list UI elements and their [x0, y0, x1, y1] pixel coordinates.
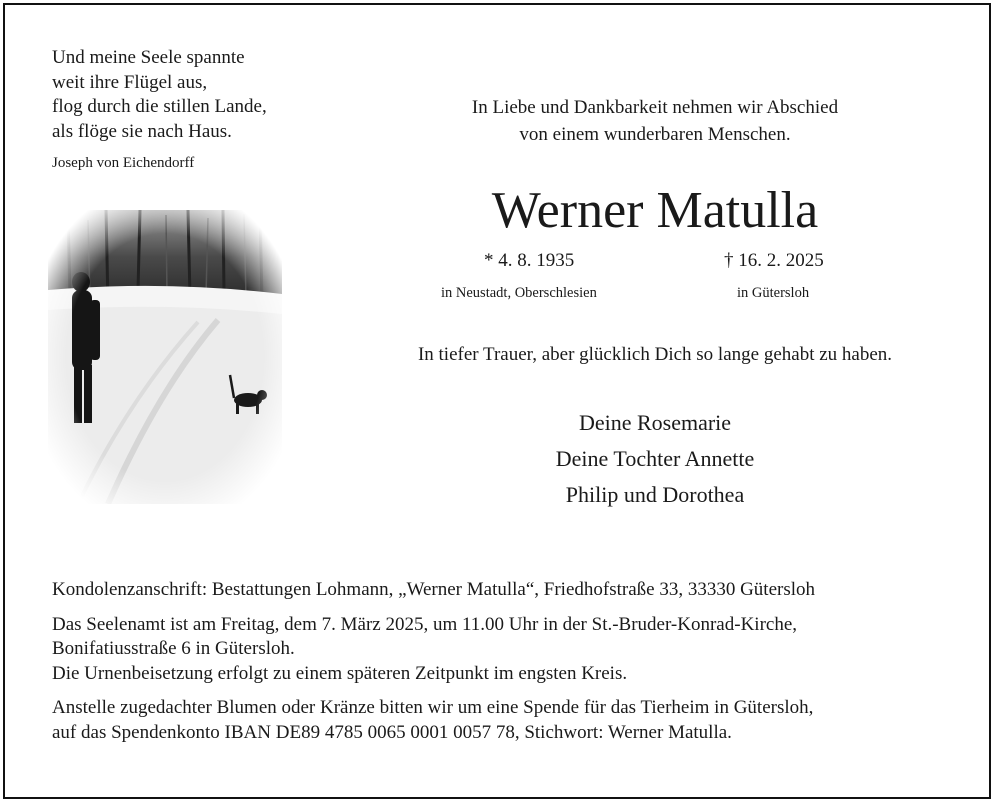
mourning-text: In tiefer Trauer, aber glücklich Dich so lange gehabt zu haben. [417, 344, 893, 365]
family-list [400, 405, 910, 513]
poem-line: flog durch die stillen Lande, [52, 96, 267, 117]
condolence-address [52, 578, 972, 603]
winter-photo-icon [48, 210, 282, 504]
intro-text [400, 94, 910, 148]
donation-info [52, 696, 972, 745]
condolence-line: Kondolenzanschrift: Bestattungen Lohmann, „Werner Matulla“, Friedhofstraße 33, 33330 Gütersloh [52, 579, 816, 600]
birth-date: * 4. 8. 1935 [484, 250, 575, 271]
poem-line: Und meine Seele spannte [52, 47, 245, 68]
donation-line: Anstelle zugedachter Blumen oder Kränze bitten wir um eine Spende für das Tierheim in Gütersloh, [52, 697, 814, 718]
family-member: Philip und Dorothea [565, 482, 745, 507]
poem-line: als flöge sie nach Haus. [52, 120, 232, 142]
notice-details [52, 578, 972, 755]
poem-author: Joseph von Eichendorff [52, 155, 195, 171]
birth-place: in Neustadt, Oberschlesien [441, 285, 597, 301]
death-place: in Gütersloh [737, 285, 810, 301]
death-date: † 16. 2. 2025 [724, 250, 824, 271]
deceased-name: Werner Matulla [491, 182, 819, 239]
family-member: Deine Tochter Annette [555, 446, 755, 471]
poem [52, 46, 267, 144]
service-line: Das Seelenamt ist am Freitag, dem 7. März 2025, um 11.00 Uhr in der St.-Bruder-Konrad-Kirche, [52, 613, 798, 635]
poem-line: weit ihre Flügel aus, [52, 71, 208, 93]
service-info [52, 613, 972, 687]
donation-line: auf das Spendenkonto IBAN DE89 4785 0065 0001 0057 78, Stichwort: Werner Matulla. [52, 721, 732, 743]
intro-line: In Liebe und Dankbarkeit nehmen wir Abschied [471, 97, 839, 118]
service-line: Bonifatiusstraße 6 in Gütersloh. [52, 638, 295, 659]
service-line: Die Urnenbeisetzung erfolgt zu einem späteren Zeitpunkt im engsten Kreis. [52, 662, 628, 684]
family-member: Deine Rosemarie [578, 410, 732, 435]
memorial-photo [48, 210, 282, 504]
intro-line: von einem wunderbaren Menschen. [519, 124, 791, 145]
